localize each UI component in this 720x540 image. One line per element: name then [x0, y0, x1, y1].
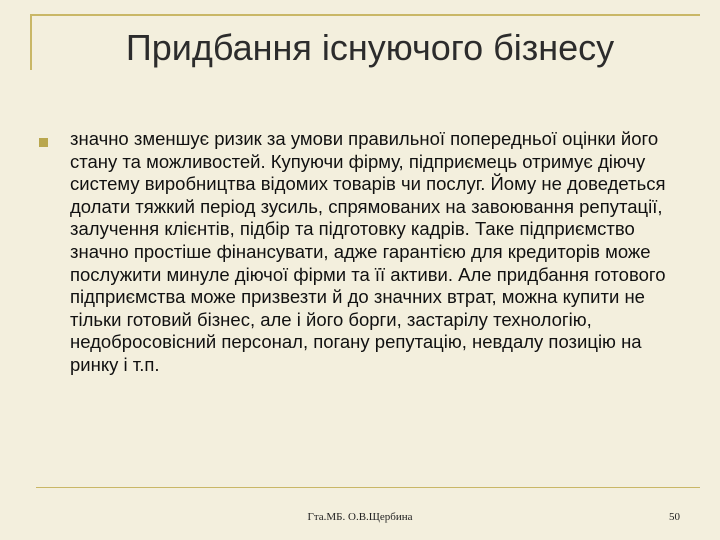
page-number: 50	[669, 511, 680, 523]
slide-title: Придбання існуючого бізнесу	[125, 27, 615, 68]
footer-divider	[36, 487, 700, 488]
bullet-square-icon	[39, 138, 48, 147]
title-frame-vertical-line	[30, 14, 32, 70]
bullet-text: значно зменшує ризик за умови правильної попередньої оцінки його стану та можливостей. Купуючи фірму, підприємець отримує діючу систему виробництва відомих товарів чи послуг. Йому не доведеться долати тяжкий період зусиль, спрямованих на завоювання репутації, залучення клієнтів, підбір та підготовку кадрів. Таке підприємство значно простіше фінансувати, адже гарантією для кредиторів може послужити минуле діючої фірми та її активи. Але придбання готового підприємства може призвезти й до значних втрат, можна купити не тільки готовий бізнес, але і його борги, застарілу технологію, недобросовісний персонал, погану репутацію, невдалу позицію на ринку і т.п.	[70, 128, 666, 375]
title-frame-horizontal-line	[30, 14, 700, 16]
footer-author: Гта.МБ. О.В.Щербина	[307, 511, 413, 523]
